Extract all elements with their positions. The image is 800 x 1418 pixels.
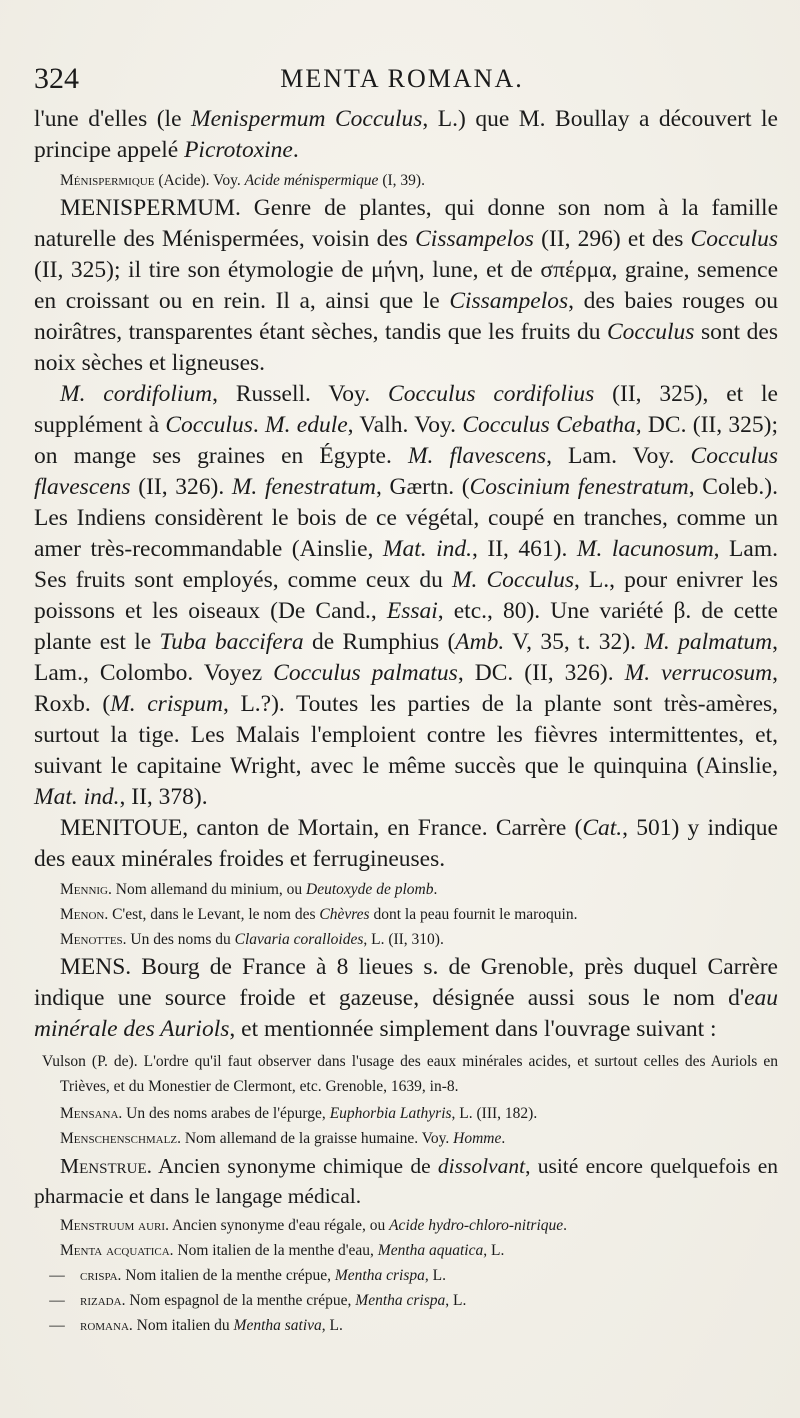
text-run: dont la peau fournit le maroquin.	[369, 906, 578, 923]
italic-text: M. cordifolium	[60, 381, 213, 407]
ditto-dash: —	[49, 1292, 65, 1309]
text-run: , canton de Mortain, en France. Carrère (	[182, 815, 583, 841]
entry-mensana	[34, 1101, 778, 1126]
text-run: , L.) que M. Boullay a découvert le principe appelé	[34, 106, 778, 163]
italic-text: Clavaria coralloides	[234, 931, 364, 948]
italic-text: Picrotoxine	[184, 137, 293, 163]
text-run: . Genre de plantes, qui donne son nom à la famille naturelle des Ménispermées, voisin des	[34, 195, 778, 252]
italic-text: Homme	[453, 1130, 502, 1147]
entry-menottes	[34, 927, 778, 952]
paragraph-continuation	[34, 104, 778, 166]
italic-text: M. edule	[265, 412, 348, 438]
entry-term: Menschenschmalz	[60, 1130, 178, 1147]
text-run: , L.	[321, 1317, 343, 1334]
text-run: , L.	[424, 1267, 446, 1284]
italic-text: Mentha crispa	[355, 1292, 446, 1309]
italic-text: Cissampelos	[415, 226, 534, 252]
text-run: . Nom allemand du minium, ou	[108, 881, 307, 898]
italic-text: M. verrucosum	[624, 660, 773, 686]
entry-term: rizada	[80, 1292, 122, 1309]
italic-text: M. fenestratum	[231, 474, 376, 500]
entry-menstruum-auri	[34, 1213, 778, 1238]
text-run: (II, 296) et des	[533, 226, 691, 252]
entry-menispermum-species	[34, 379, 778, 813]
text-run: , Russell. Voy.	[212, 381, 389, 407]
italic-text: Cocculus	[690, 226, 778, 252]
entry-menon	[34, 902, 778, 927]
italic-text: Cocculus Cebatha	[462, 412, 636, 438]
text-run: . Ancien synonyme chimique de	[146, 1154, 438, 1178]
entry-term: Menottes	[60, 931, 123, 948]
italic-text: Cocculus flavescens	[34, 443, 779, 500]
text-run: .	[563, 1217, 568, 1234]
page-number: 324	[34, 62, 79, 95]
italic-text: Cat.	[582, 815, 623, 841]
text-run: V, 35, t. 32).	[504, 629, 645, 655]
text-run: .	[252, 412, 266, 438]
italic-text: Mentha sativa	[233, 1317, 322, 1334]
text-run: (II, 325); il tire son étymologie de μήνη, lune, et de σπέρμα, graine, semence en croissant ou en rein. Il a, ainsi que le	[34, 257, 778, 314]
italic-text: M. lacunosum	[576, 536, 714, 562]
italic-text: Euphorbia Lathyris	[329, 1105, 452, 1122]
entry-menitoue	[34, 813, 778, 875]
sub-entry-crispa	[34, 1263, 778, 1288]
entry-term: MENITOUE	[60, 815, 183, 841]
text-run: , 501) y indique des eaux minérales froides et ferrugineuses.	[34, 815, 778, 872]
entry-menispermum	[34, 193, 778, 379]
text-run: , L., pour enivrer les poissons et les oiseaux (De Cand.,	[34, 567, 778, 624]
entry-term: MENS	[60, 954, 126, 980]
entry-term: Mensana	[60, 1105, 119, 1122]
italic-text: Acide ménispermique	[244, 172, 379, 189]
italic-text: Mat. ind.	[382, 536, 473, 562]
page-header	[34, 62, 770, 102]
entry-term: Ménispermique	[60, 172, 155, 189]
italic-text: Acide hydro-chloro-nitrique	[389, 1217, 564, 1234]
sub-entry-rizada	[34, 1288, 778, 1313]
italic-text: Cocculus	[606, 319, 695, 345]
text-run: , Valh. Voy.	[347, 412, 463, 438]
text-run: . Ancien synonyme d'eau régale, ou	[165, 1217, 390, 1234]
entry-term: Mennig	[60, 881, 108, 898]
text-run: (II, 325), et le supplément à	[34, 381, 778, 438]
text-run: , II, 378).	[119, 784, 208, 810]
italic-text: dissolvant	[437, 1154, 526, 1178]
text-run: , Lam. Ses fruits sont employés, comme ceux du	[34, 536, 778, 593]
entry-menstrue	[34, 1151, 778, 1211]
bibliography-vulson: Vulson (P. de). L'ordre qu'il faut observer dans l'usage des eaux minérales acides, et surtout celles des Auriols en Trièves, et du Monestier de Clermont, etc. Grenoble, 1639, in-8.	[42, 1053, 778, 1095]
text-run: , etc., 80). Une variété β. de cette plante est le	[34, 598, 778, 655]
entry-menschenschmalz	[34, 1126, 778, 1151]
text-run: . Nom italien de la menthe crépue,	[117, 1267, 335, 1284]
italic-text: Cocculus	[165, 412, 253, 438]
text-run: (II, 326).	[130, 474, 232, 500]
text-run: , II, 461).	[472, 536, 577, 562]
italic-text: eau minérale des Auriols	[34, 985, 778, 1042]
text-run: . Un des noms du	[122, 931, 235, 948]
entry-menispermique	[34, 168, 778, 193]
text-run: , L.?). Toutes les parties de la plante sont très-amères, surtout la tige. Les Malais l'emploient contre les fièvres intermittentes, et, suivant le capitaine Wright, avec le même succès que le quinquina (Ainslie,	[34, 691, 779, 779]
text-run: de Rumphius (	[303, 629, 456, 655]
text-run: , usité encore quelquefois en pharmacie et dans le langage médical.	[34, 1154, 778, 1208]
text-run: . Nom espagnol de la menthe crépue,	[121, 1292, 356, 1309]
text-run: , Coleb.). Les Indiens considèrent le bois de ce végétal, coupé en tranches, comme un amer très-recommandable (Ainslie,	[34, 474, 778, 562]
italic-text: Mentha aquatica	[377, 1242, 484, 1259]
text-run: , Gærtn. (	[375, 474, 470, 500]
entry-menta-acquatica	[34, 1238, 778, 1263]
text-run: , et mentionnée simplement dans l'ouvrage suivant :	[229, 1016, 717, 1042]
entry-term: Menstruum auri	[60, 1217, 166, 1234]
italic-text: M. Cocculus	[451, 567, 574, 593]
text-run: , Lam. Voy.	[546, 443, 691, 469]
entry-mennig	[34, 877, 778, 902]
italic-text: Tuba baccifera	[159, 629, 304, 655]
text-run: . Nom italien du	[128, 1317, 234, 1334]
text-run: , L. (III, 182).	[451, 1105, 538, 1122]
text-run: .	[501, 1130, 506, 1147]
text-run: . C'est, dans le Levant, le nom des	[104, 906, 320, 923]
italic-text: Mat. ind.	[34, 784, 120, 810]
text-run: (I, 39).	[378, 172, 425, 189]
text-run: sont des noix sèches et ligneuses.	[34, 319, 778, 376]
entry-term: Menon	[60, 906, 105, 923]
entry-term: MENISPERMUM	[60, 195, 235, 221]
italic-text: Cocculus palmatus	[273, 660, 458, 686]
ditto-dash: —	[49, 1317, 65, 1334]
sub-entry-romana	[34, 1313, 778, 1338]
text-run: , des baies rouges ou noirâtres, transparentes étant sèches, tandis que les fruits du	[34, 288, 779, 345]
page-body	[34, 104, 778, 1338]
italic-text: Cissampelos	[449, 288, 569, 314]
entry-mens	[34, 952, 778, 1045]
text-run: , L.	[483, 1242, 505, 1259]
text-run: . Nom italien de la menthe d'eau,	[169, 1242, 378, 1259]
text-run: , Lam., Colombo. Voyez	[34, 629, 779, 686]
italic-text: Essai	[386, 598, 438, 624]
text-run: (Acide). Voy.	[154, 172, 245, 189]
italic-text: M. palmatum	[644, 629, 773, 655]
italic-text: Deutoxyde de plomb	[306, 881, 434, 898]
text-run: . Un des noms arabes de l'épurge,	[118, 1105, 330, 1122]
text-run: .	[292, 137, 299, 163]
text-run: . Nom allemand de la graisse humaine. Voy.	[177, 1130, 454, 1147]
italic-text: Amb.	[455, 629, 505, 655]
italic-text: Coscinium fenestratum	[469, 474, 689, 500]
text-run: . Bourg de France à 8 lieues s. de Grenoble, près duquel Carrère indique une source froide et gazeuse, désignée aussi sous le nom d'	[34, 954, 778, 1011]
text-run: , L.	[445, 1292, 467, 1309]
entry-term: crispa	[80, 1267, 118, 1284]
text-run: l'une d'elles (le	[34, 106, 192, 132]
italic-text: Mentha crispa	[334, 1267, 425, 1284]
text-run: , L. (II, 310).	[363, 931, 444, 948]
text-run: , Roxb. (	[34, 660, 778, 717]
running-title: MENTA ROMANA.	[280, 64, 524, 93]
entry-term: romana	[80, 1317, 129, 1334]
entry-term: Menstrue	[60, 1154, 147, 1178]
text-run: , DC. (II, 325); on mange ses graines en Égypte.	[34, 412, 779, 469]
text-run: , DC. (II, 326).	[457, 660, 625, 686]
italic-text: M. flavescens	[407, 443, 547, 469]
italic-text: Cocculus cordifolius	[388, 381, 595, 407]
italic-text: M. crispum	[110, 691, 223, 717]
italic-text: Menispermum Cocculus	[191, 106, 423, 132]
entry-term: Menta acquatica	[60, 1242, 170, 1259]
italic-text: Chèvres	[319, 906, 370, 923]
text-run: .	[433, 881, 438, 898]
ditto-dash: —	[49, 1267, 65, 1284]
